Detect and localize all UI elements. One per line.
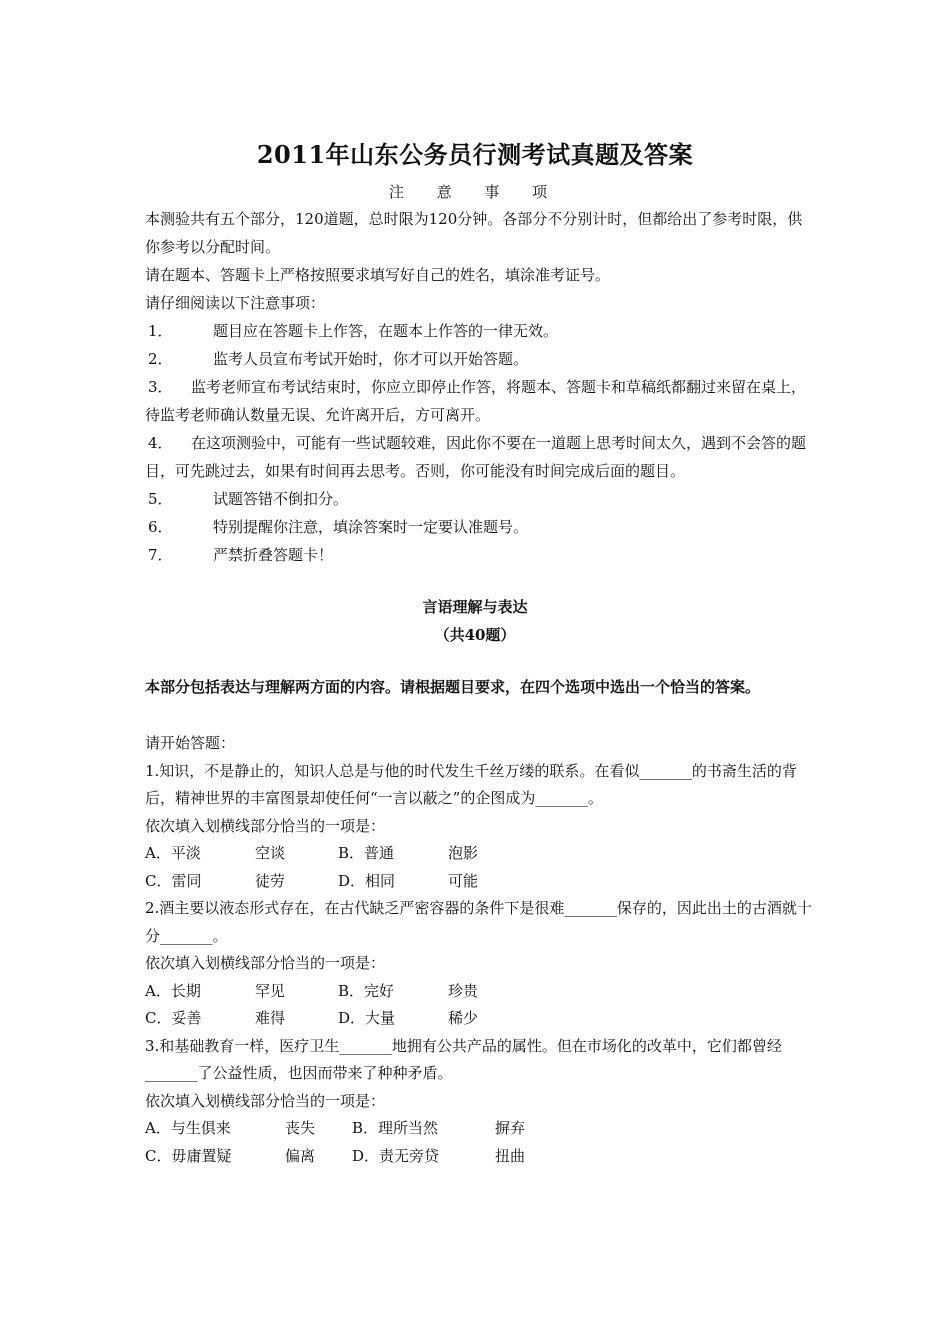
option-label: C．雷同 bbox=[145, 871, 202, 890]
notice-item bbox=[145, 317, 815, 345]
section-instruction: 本部分包括表达与理解两方面的内容。请根据题目要求，在四个选项中选出一个恰当的答案。 bbox=[145, 678, 761, 696]
question-list bbox=[145, 730, 815, 1170]
option-row bbox=[145, 1115, 815, 1143]
notice-item-text: 监考老师宣布考试结束时，你应立即停止作答，将题本、答题卡和草稿纸都翻过来留在桌上，待监考老师确认数量无误、允许离开后，方可离开。 bbox=[145, 378, 807, 424]
section-title: 言语理解与表达 bbox=[422, 598, 528, 616]
notice-intro-paragraph: 请在题本、答题卡上严格按照要求填写好自己的姓名，填涂准考证号。 bbox=[145, 266, 611, 284]
option-label: B．理所当然 bbox=[352, 1119, 439, 1137]
notice-item-number: 2． bbox=[148, 350, 173, 368]
option-label: D．责无旁贷 bbox=[352, 1146, 440, 1165]
question-prompt: 依次填入划横线部分恰当的一项是： bbox=[145, 816, 386, 835]
notice-item-number: 5． bbox=[148, 490, 173, 508]
option-word: 罕见 bbox=[255, 981, 286, 1000]
option-label: B．普通 bbox=[338, 844, 395, 862]
start-prompt: 请开始答题： bbox=[145, 734, 236, 752]
question-prompt: 依次填入划横线部分恰当的一项是： bbox=[145, 954, 386, 972]
notice-item bbox=[145, 541, 815, 569]
question bbox=[145, 895, 815, 1033]
option-word: 可能 bbox=[448, 871, 479, 890]
notice-item-text: 监考人员宣布考试开始时，你才可以开始答题。 bbox=[198, 350, 529, 368]
notice-item-number: 4． bbox=[148, 434, 173, 452]
option-label: B．完好 bbox=[338, 981, 395, 1000]
notice-heading: 注 意 事 项 bbox=[388, 183, 562, 201]
option-word: 丧失 bbox=[285, 1119, 316, 1137]
option-word: 摒弃 bbox=[495, 1119, 526, 1137]
notice-item-text: 试题答错不倒扣分。 bbox=[198, 490, 349, 508]
option-row bbox=[145, 1005, 815, 1033]
option-label: A．与生俱来 bbox=[145, 1119, 231, 1137]
option-row bbox=[145, 1143, 815, 1171]
option-word: 泡影 bbox=[448, 844, 479, 862]
document-title: 2011年山东公务员行测考试真题及答案 bbox=[256, 140, 694, 169]
notice-intro-paragraph: 请仔细阅读以下注意事项： bbox=[145, 294, 326, 312]
option-label: C．妥善 bbox=[145, 1009, 202, 1027]
option-word: 徒劳 bbox=[255, 871, 286, 890]
option-word: 珍贵 bbox=[448, 981, 479, 1000]
notice-item bbox=[145, 485, 815, 513]
question-stem: 3.和基础教育一样，医疗卫生_______地拥有公共产品的属性。但在市场化的改革中，它们都曾经_______了公益性质，也因而带来了种种矛盾。 bbox=[145, 1036, 782, 1082]
option-label: D．相同 bbox=[338, 871, 396, 890]
notice-item-number: 3． bbox=[148, 378, 173, 396]
option-word: 扭曲 bbox=[495, 1146, 526, 1165]
question-prompt: 依次填入划横线部分恰当的一项是： bbox=[145, 1091, 386, 1110]
notice-item bbox=[145, 345, 815, 373]
question bbox=[145, 758, 815, 896]
notice-item bbox=[145, 429, 815, 485]
option-label: D．大量 bbox=[338, 1009, 396, 1027]
option-word: 偏离 bbox=[285, 1146, 316, 1165]
option-label: C．毋庸置疑 bbox=[145, 1146, 232, 1165]
option-word: 难得 bbox=[255, 1009, 286, 1027]
notice-item-number: 1． bbox=[148, 322, 173, 340]
option-label: A．长期 bbox=[145, 981, 201, 1000]
notice-body bbox=[145, 205, 815, 569]
section-question-count: （共40题） bbox=[434, 626, 516, 644]
notice-item-text: 特别提醒你注意，填涂答案时一定要认准题号。 bbox=[198, 518, 529, 536]
option-word: 空谈 bbox=[255, 844, 286, 862]
option-row bbox=[145, 840, 815, 868]
notice-item bbox=[145, 373, 815, 429]
option-word: 稀少 bbox=[448, 1009, 479, 1027]
notice-item-text: 严禁折叠答题卡！ bbox=[198, 546, 334, 564]
notice-item-text: 在这项测验中，可能有一些试题较难，因此你不要在一道题上思考时间太久，遇到不会答的题目，可先跳过去，如果有时间再去思考。否则，你可能没有时间完成后面的题目。 bbox=[145, 434, 807, 480]
notice-item-text: 题目应在答题卡上作答，在题本上作答的一律无效。 bbox=[198, 322, 559, 340]
question-stem: 1.知识，不是静止的，知识人总是与他的时代发生千丝万缕的联系。在看似_______的书斋生活的背后，精神世界的丰富图景却使任何“一言以蔽之”的企图成为_______。 bbox=[145, 761, 797, 807]
question bbox=[145, 1033, 815, 1171]
question-stem: 2.酒主要以液态形式存在，在古代缺乏严密容器的条件下是很难_______保存的，因此出土的古酒就十分_______。 bbox=[145, 899, 812, 945]
notice-item-number: 6． bbox=[148, 518, 173, 536]
option-row bbox=[145, 868, 815, 896]
notice-item-number: 7． bbox=[148, 546, 173, 564]
notice-item bbox=[145, 513, 815, 541]
option-label: A．平淡 bbox=[145, 844, 201, 862]
option-row bbox=[145, 978, 815, 1006]
notice-intro-paragraph: 本测验共有五个部分，120道题，总时限为120分钟。各部分不分别计时，但都给出了参考时限，供你参考以分配时间。 bbox=[145, 210, 803, 256]
